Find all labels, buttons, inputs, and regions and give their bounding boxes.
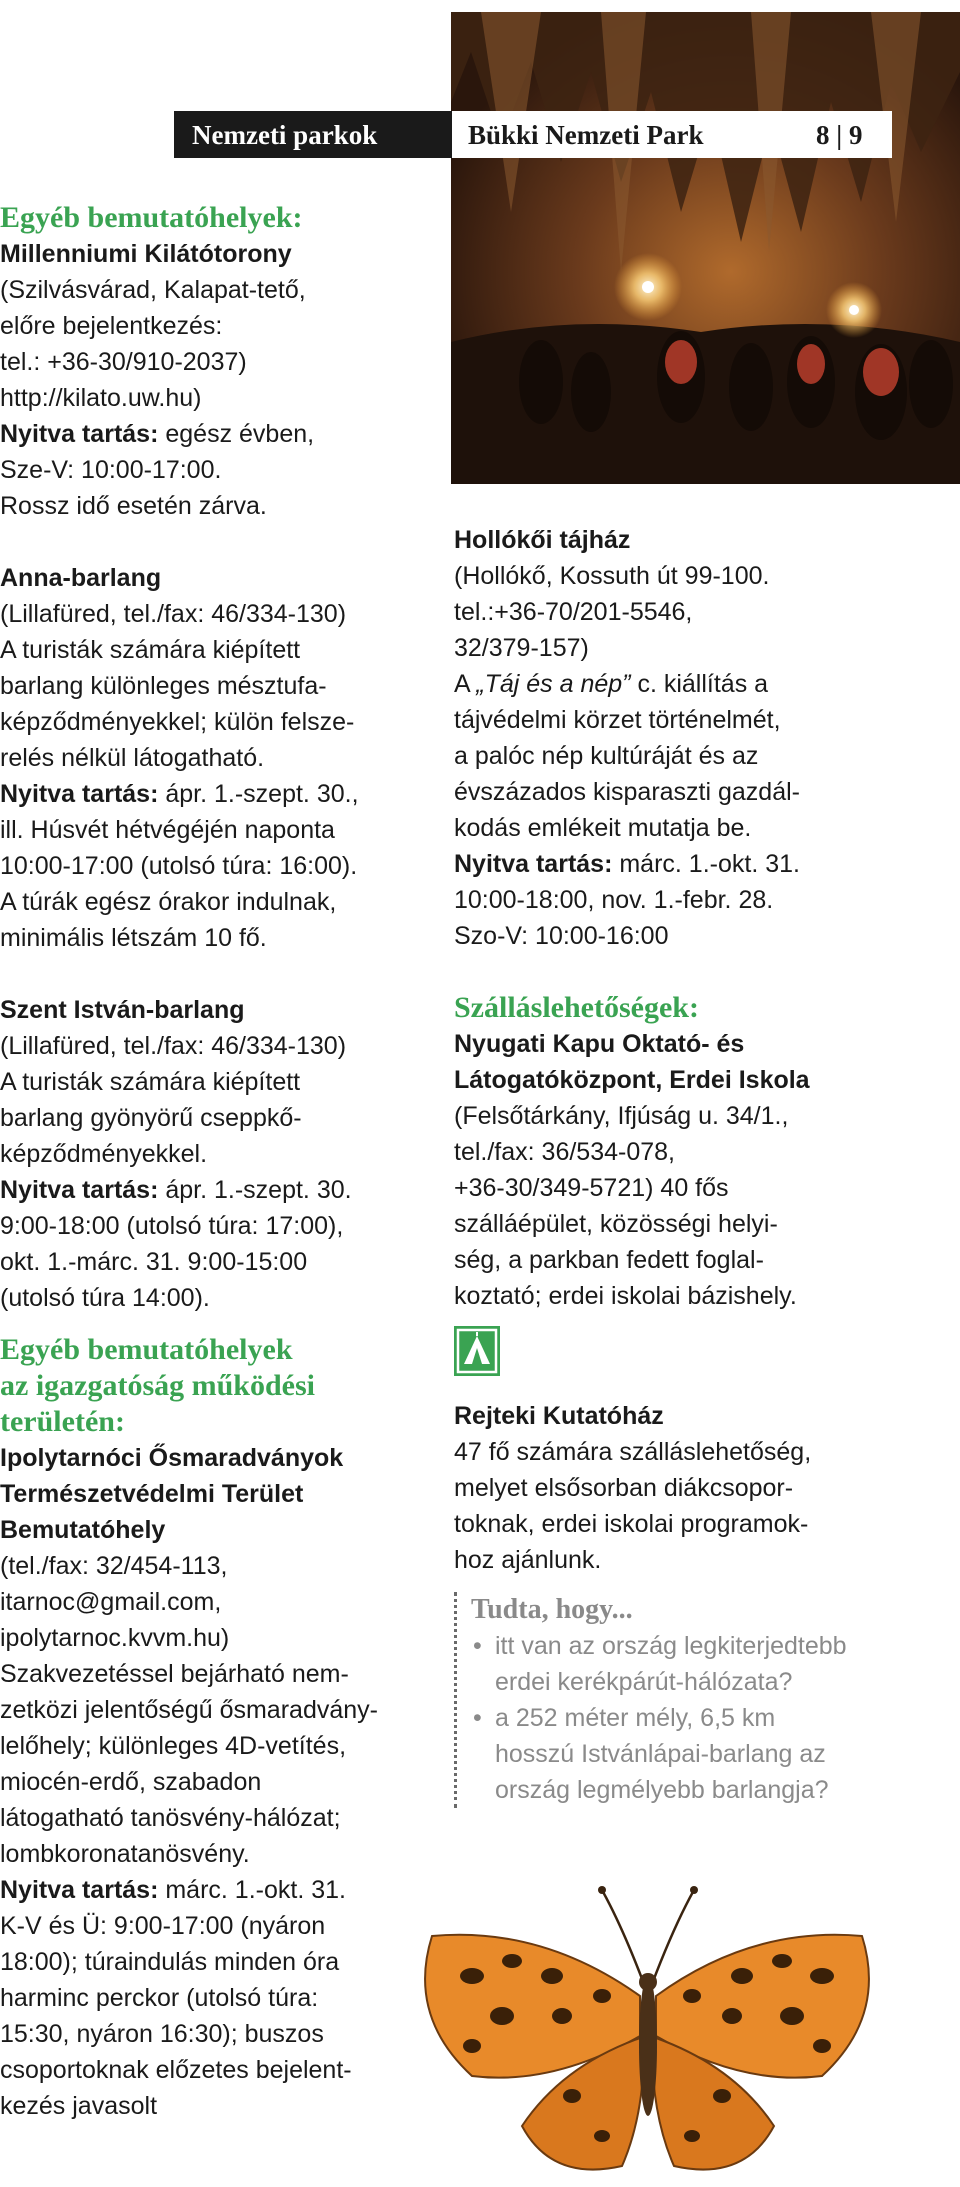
hours-label: Nyitva tartás: xyxy=(454,850,613,878)
section-heading: Szálláslehetőségek: xyxy=(454,991,699,1024)
tip-item xyxy=(471,1628,891,1700)
entry-line: 10:00-17:00 (utolsó túra: 16:00). xyxy=(0,852,358,880)
entry-line: (utolsó túra 14:00). xyxy=(0,1284,210,1312)
exhibit-prefix: A xyxy=(454,670,477,698)
entry-title: Szent István-barlang xyxy=(0,996,245,1024)
entry-line: relés nélkül látogatható. xyxy=(0,744,265,772)
entry-line: szálláépület, közösségi helyi- xyxy=(454,1210,778,1238)
entry-line: képződményekkel; külön felsze- xyxy=(0,708,355,736)
entry-line: (Lillafüred, tel./fax: 46/334-130) xyxy=(0,1032,347,1060)
tip-line: erdei kerékpárút-hálózata? xyxy=(495,1668,793,1696)
entry-ipolytarnoc xyxy=(0,1440,440,2124)
entry-line: A turisták számára kiépített xyxy=(0,636,301,664)
hours-label: Nyitva tartás: xyxy=(0,420,159,448)
entry-line: koztató; erdei iskolai bázishely. xyxy=(454,1282,797,1310)
entry-line: (Felsőtárkány, Ifjúság u. 34/1., xyxy=(454,1102,789,1130)
tip-box xyxy=(454,1592,891,1808)
entry-line: Szo-V: 10:00-16:00 xyxy=(454,922,669,950)
entry-line: Szakvezetéssel bejárható nem- xyxy=(0,1660,349,1688)
opening-hours xyxy=(0,416,440,452)
entry-line: okt. 1.-márc. 31. 9:00-15:00 xyxy=(0,1248,308,1276)
exhibit-rest: c. kiállítás a xyxy=(630,670,769,698)
entry-line: harminc perckor (utolsó túra: xyxy=(0,1984,319,2012)
entry-line: (tel./fax: 32/454-113, xyxy=(0,1552,228,1580)
entry-title: Anna-barlang xyxy=(0,564,162,592)
entry-line: A turisták számára kiépített xyxy=(0,1068,301,1096)
entry-line: barlang különleges mésztufa- xyxy=(0,672,327,700)
hours-text: egész évben, xyxy=(158,420,315,448)
hours-text: márc. 1.-okt. 31. xyxy=(158,1876,346,1904)
entry-line: 47 fő számára szálláslehetőség, xyxy=(454,1438,812,1466)
section-heading: az igazgatóság működési xyxy=(0,1369,315,1402)
section-heading: Egyéb bemutatóhelyek xyxy=(0,1333,293,1366)
entry-anna xyxy=(0,560,440,956)
entry-line: K-V és Ü: 9:00-17:00 (nyáron xyxy=(0,1912,326,1940)
entry-line: tel.: +36-30/910-2037) xyxy=(0,348,247,376)
entry-line: zetközi jelentőségű ősmaradvány- xyxy=(0,1696,378,1724)
tent-icon xyxy=(454,1326,500,1376)
cave-photo xyxy=(451,12,960,484)
tip-title: Tudta, hogy... xyxy=(471,1594,633,1625)
entry-line: 32/379-157) xyxy=(454,634,589,662)
opening-hours xyxy=(0,776,440,812)
entry-line: ipolytarnoc.kvvm.hu) xyxy=(0,1624,230,1652)
opening-hours xyxy=(0,1172,440,1208)
entry-line: +36-30/349-5721) 40 fős xyxy=(454,1174,729,1202)
section-heading: területén: xyxy=(0,1405,125,1438)
entry-line: http://kilato.uw.hu) xyxy=(0,384,202,412)
entry-line xyxy=(454,666,894,702)
entry-line: lombkoronatanösvény. xyxy=(0,1840,250,1868)
entry-line: tel.:+36-70/201-5546, xyxy=(454,598,693,626)
hours-text: márc. 1.-okt. 31. xyxy=(612,850,800,878)
entry-line: 9:00-18:00 (utolsó túra: 17:00), xyxy=(0,1212,344,1240)
entry-line: látogatható tanösvény-hálózat; xyxy=(0,1804,341,1832)
tip-line: hosszú Istvánlápai-barlang az xyxy=(495,1740,826,1768)
left-column xyxy=(0,200,440,2124)
entry-line: 10:00-18:00, nov. 1.-febr. 28. xyxy=(454,886,774,914)
entry-line: minimális létszám 10 fő. xyxy=(0,924,267,952)
entry-rejteki xyxy=(454,1398,894,1578)
hours-label: Nyitva tartás: xyxy=(0,1876,159,1904)
entry-line: melyet elsősorban diákcsopor- xyxy=(454,1474,794,1502)
hours-text: ápr. 1.-szept. 30., xyxy=(158,780,359,808)
entry-szent-istvan xyxy=(0,992,440,1316)
opening-hours xyxy=(0,1872,440,1908)
entry-line: (Hollókő, Kossuth út 99-100. xyxy=(454,562,770,590)
hours-label: Nyitva tartás: xyxy=(0,1176,159,1204)
tip-line: • itt van az ország legkiterjedtebb xyxy=(495,1632,847,1660)
entry-line: képződményekkel. xyxy=(0,1140,208,1168)
entry-title: Látogatóközpont, Erdei Iskola xyxy=(454,1066,810,1094)
tip-line: • a 252 méter mély, 6,5 km xyxy=(495,1704,776,1732)
entry-line: 18:00); túraindulás minden óra xyxy=(0,1948,340,1976)
tip-line: ország legmélyebb barlangja? xyxy=(495,1776,829,1804)
hours-label: Nyitva tartás: xyxy=(0,780,159,808)
entry-holloko xyxy=(454,522,894,954)
entry-title: Hollókői tájház xyxy=(454,526,631,554)
entry-line: A túrák egész órakor indulnak, xyxy=(0,888,337,916)
entry-line: (Lillafüred, tel./fax: 46/334-130) xyxy=(0,600,347,628)
entry-line: kodás emlékeit mutatja be. xyxy=(454,814,752,842)
entry-line: ség, a parkban fedett foglal- xyxy=(454,1246,764,1274)
entry-line: (Szilvásvárad, Kalapat-tető, xyxy=(0,276,306,304)
section-heading: Egyéb bemutatóhelyek: xyxy=(0,201,303,234)
entry-line: lelőhely; különleges 4D-vetítés, xyxy=(0,1732,347,1760)
entry-title: Rejteki Kutatóház xyxy=(454,1402,664,1430)
opening-hours xyxy=(454,846,894,882)
entry-line: barlang gyönyörű cseppkő- xyxy=(0,1104,302,1132)
park-title: Bükki Nemzeti Park xyxy=(468,120,704,150)
entry-line: Sze-V: 10:00-17:00. xyxy=(0,456,222,484)
entry-title: Nyugati Kapu Oktató- és xyxy=(454,1030,745,1058)
entry-line: évszázados kisparaszti gazdál- xyxy=(454,778,800,806)
entry-nyugati-kapu xyxy=(454,1026,894,1314)
butterfly-image xyxy=(412,1866,882,2182)
tip-item xyxy=(471,1700,891,1808)
entry-line: kezés javasolt xyxy=(0,2092,158,2120)
entry-line: itarnoc@gmail.com, xyxy=(0,1588,222,1616)
entry-line: 15:30, nyáron 16:30); buszos xyxy=(0,2020,324,2048)
page-numbers: 8 | 9 xyxy=(816,120,863,150)
entry-title: Bemutatóhely xyxy=(0,1516,166,1544)
entry-title: Ipolytarnóci Ősmaradványok xyxy=(0,1444,344,1472)
exhibit-title: „Táj és a nép” xyxy=(476,670,631,698)
hours-text: ápr. 1.-szept. 30. xyxy=(158,1176,352,1204)
entry-kilato xyxy=(0,236,440,524)
right-column xyxy=(454,522,894,1808)
entry-line: ill. Húsvét hétvégéjén naponta xyxy=(0,816,335,844)
entry-title: Természetvédelmi Terület xyxy=(0,1480,304,1508)
section-title: Nemzeti parkok xyxy=(192,120,378,150)
entry-line: előre bejelentkezés: xyxy=(0,312,223,340)
entry-line: csoportoknak előzetes bejelent- xyxy=(0,2056,352,2084)
entry-line: tel./fax: 36/534-078, xyxy=(454,1138,675,1166)
entry-line: tájvédelmi körzet történelmét, xyxy=(454,706,781,734)
entry-line: a palóc nép kultúráját és az xyxy=(454,742,759,770)
entry-line: Rossz idő esetén zárva. xyxy=(0,492,267,520)
entry-line: miocén-erdő, szabadon xyxy=(0,1768,262,1796)
entry-line: toknak, erdei iskolai programok- xyxy=(454,1510,809,1538)
entry-title: Millenniumi Kilátótorony xyxy=(0,240,292,268)
entry-line: hoz ajánlunk. xyxy=(454,1546,602,1574)
